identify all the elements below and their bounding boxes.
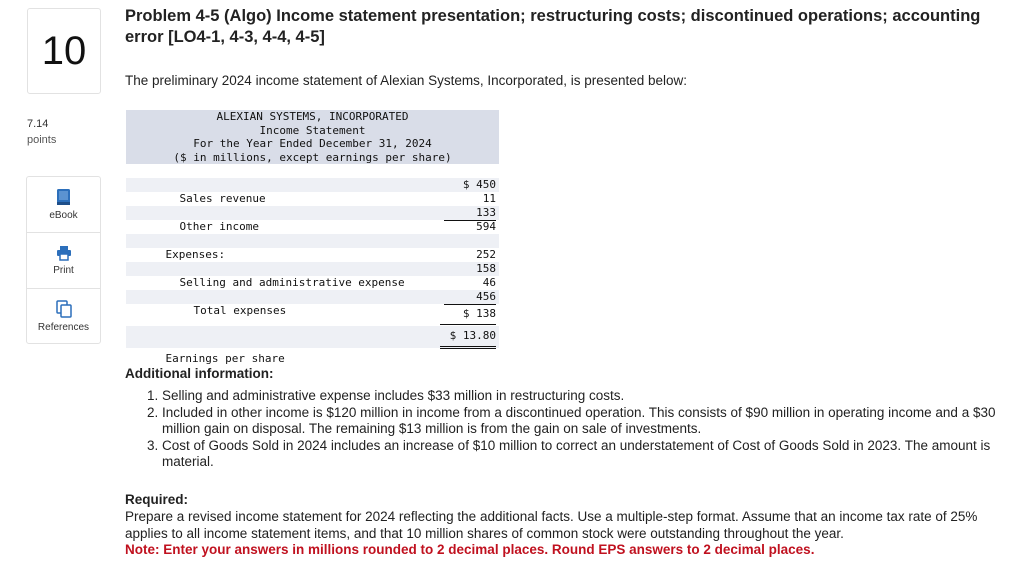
- row-value: 46: [444, 276, 496, 291]
- row-value: 133: [444, 206, 496, 221]
- print-button[interactable]: [27, 233, 100, 289]
- printer-icon: [56, 245, 72, 261]
- row-label: Earnings per share: [165, 352, 285, 365]
- row-label: Other income: [179, 220, 259, 233]
- statement-row: [126, 326, 499, 365]
- tools-panel: [26, 176, 101, 344]
- row-value: 252: [476, 248, 496, 261]
- problem-intro: The preliminary 2024 income statement of Alexian Systems, Incorporated, is presented below:: [125, 73, 688, 88]
- print-label: Print: [53, 265, 74, 276]
- references-label: References: [37, 322, 90, 333]
- statement-header: [126, 110, 499, 164]
- required-text: Prepare a revised income statement for 2024 reflecting the additional facts. Use a multiple-step format. Assume that an income tax rate of 25% applies to all income statement items, and that 10 million shares of common stock were outstanding throughout the year.: [125, 509, 978, 541]
- references-icon: [56, 300, 72, 318]
- statement-row: [126, 192, 499, 206]
- list-item: 2. Included in other income is $120 million in income from a discontinued operation. This consists of $90 million in operating income and a $30 million gain on disposal. The remaining $13 million is from the gain on sale of investments.: [162, 405, 1022, 438]
- row-label: Expenses:: [165, 248, 226, 261]
- list-item: 1. Selling and administrative expense includes $33 million in restructuring costs.: [162, 388, 1022, 405]
- row-value: $ 138: [440, 304, 496, 327]
- statement-row: [126, 248, 499, 262]
- additional-info-list: [125, 388, 1022, 471]
- references-button[interactable]: [27, 289, 100, 344]
- required-heading: Required:: [125, 492, 189, 507]
- row-value: 11: [482, 192, 496, 205]
- statement-row: [126, 304, 499, 324]
- ebook-label: eBook: [49, 210, 78, 221]
- rounding-note: Note: Enter your answers in millions rounded to 2 decimal places. Round EPS answers to 2 decimal places.: [125, 542, 815, 557]
- statement-period: For the Year Ended December 31, 2024: [193, 137, 432, 150]
- row-label: Sales revenue: [179, 192, 266, 205]
- row-value: 456: [444, 290, 496, 305]
- statement-row: [126, 276, 499, 290]
- problem-title: Problem 4-5 (Algo) Income statement presentation; restructuring costs; discontinued operations; accounting error [LO4-1, 4-3, 4-4, 4-5]: [125, 7, 981, 46]
- question-number: 10: [27, 8, 101, 94]
- statement-row: [126, 164, 499, 178]
- statement-name: Income Statement: [259, 123, 366, 137]
- ebook-button[interactable]: [27, 177, 100, 233]
- income-statement: [126, 110, 499, 365]
- book-icon: [56, 188, 72, 206]
- list-item: 3. Cost of Goods Sold in 2024 includes an increase of $10 million to correct an understatement of Cost of Goods Sold in 2023. The amount is material.: [162, 438, 1022, 471]
- points-label: points: [27, 134, 57, 146]
- points-value: 7.14: [27, 118, 49, 130]
- additional-info-heading: Additional information:: [125, 366, 274, 381]
- row-value: $ 13.80: [440, 326, 496, 349]
- statement-row: [126, 220, 499, 234]
- row-value: 594: [444, 220, 496, 235]
- statement-units: ($ in millions, except earnings per share): [173, 150, 452, 164]
- row-value: $ 450: [462, 178, 496, 191]
- row-label: Total expenses: [193, 304, 287, 317]
- row-value: 158: [476, 262, 496, 275]
- row-label: Selling and administrative expense: [179, 276, 405, 289]
- company-name: ALEXIAN SYSTEMS, INCORPORATED: [216, 110, 409, 123]
